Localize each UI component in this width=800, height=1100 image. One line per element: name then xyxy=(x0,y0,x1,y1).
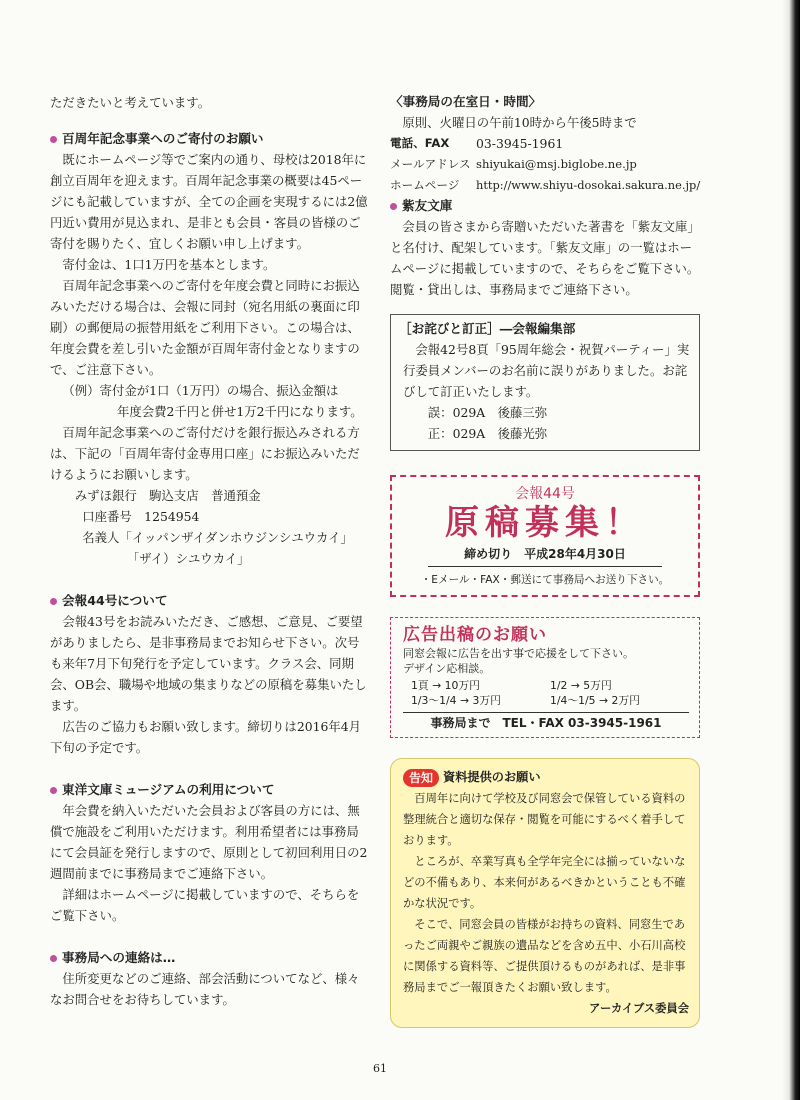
ad-price-item: 1頁 → 10万円 xyxy=(411,679,480,692)
bullet-icon xyxy=(50,955,57,962)
bank-name: みずほ銀行 駒込支店 普通預金 xyxy=(74,488,261,503)
ad-title: 広告出稿のお願い xyxy=(403,625,547,645)
left-column xyxy=(50,92,368,1010)
bulletin-p2: 広告のご協力もお願い致します。締切りは2016年4月下旬の予定です。 xyxy=(50,719,362,755)
email-label: メールアドレス xyxy=(390,157,471,171)
manuscript-call-box xyxy=(390,475,700,597)
office-hours-heading: 〈事務局の在室日・時間〉 xyxy=(390,94,542,109)
archive-notice-p2: ところが、卒業写真も全学年完全には揃っていないなどの不備もあり、本来何があるべきかということも不確かな状況です。 xyxy=(403,855,686,910)
donation-p1: 既にホームページ等でご案内の通り、母校は2018年に創立百周年を迎えます。百周年記念事業の概要は45ページにも記載していますが、全ての企画を実現するには2億円近い費用が見込まれ、是非とも会員・客員の皆様のご寄付を賜りたく、宜しくお願い申し上げます。 xyxy=(50,152,368,251)
donation-section xyxy=(50,129,368,569)
library-text: 会員の皆さまから寄贈いただいた著書を「紫友文庫」と名付け、配架しています。「紫友文庫」の一覧はホームページに掲載していますので、そちらをご覧下さい。閲覧・貸出しは、事務局までご連絡下さい。 xyxy=(390,219,700,297)
archive-notice-p1: 百周年に向けて学校及び同窓会で保管している資料の整理統合と適切な保存・閲覧を可能にするべく着手しております。 xyxy=(403,792,686,847)
right-column xyxy=(390,92,700,1028)
phone-row xyxy=(390,133,700,154)
page-edge-shadow xyxy=(782,0,800,1100)
donation-example-2: 年度会費2千円と併せ1万2千円になります。 xyxy=(116,404,363,419)
bulletin-section xyxy=(50,591,368,758)
page-number: 61 xyxy=(373,1062,387,1075)
ad-contact: 事務局まで TEL・FAX 03-3945-1961 xyxy=(403,712,689,731)
ad-price-item: 1/2 → 5万円 xyxy=(550,679,612,692)
archive-notice-signature: アーカイブス委員会 xyxy=(589,1002,689,1015)
website-label: ホームページ xyxy=(390,178,460,192)
donation-example-1: （例）寄付金が1口（1万円）の場合、振込金額は xyxy=(62,383,339,398)
office-hours-section xyxy=(390,92,700,196)
manuscript-send-methods: ・Eメール・FAX・郵送にて事務局へお送り下さい。 xyxy=(420,574,670,586)
bullet-icon xyxy=(50,136,57,143)
manuscript-deadline: 締め切り 平成28年4月30日 xyxy=(428,546,662,567)
correction-wrong: 誤：029A 後藤三弥 xyxy=(427,405,548,420)
bullet-icon xyxy=(390,203,397,210)
contact-heading: 事務局への連絡は… xyxy=(50,948,368,968)
website-link[interactable]: http://www.shiyu-dosokai.sakura.ne.jp/ xyxy=(476,178,701,192)
archive-notice-box xyxy=(390,758,700,1028)
bullet-icon xyxy=(50,787,57,794)
museum-heading: 東洋文庫ミュージアムの利用について xyxy=(50,780,368,800)
manuscript-issue: 会報44号 xyxy=(515,486,575,502)
email-link[interactable]: shiyukai@msj.biglobe.ne.jp xyxy=(476,157,637,171)
intro-text: ただきたいと考えています。 xyxy=(50,95,211,110)
ad-price-list xyxy=(411,678,689,708)
office-hours-text: 原則、火曜日の午前10時から午後5時まで xyxy=(402,115,637,130)
contact-p1: 住所変更などのご連絡、部会活動についてなど、様々なお問合せをお待ちしています。 xyxy=(50,971,360,1007)
bulletin-p1: 会報43号をお読みいただき、ご感想、ご意見、ご要望がありましたら、是非事務局までお知らせ下さい。次号も来年7月下旬発行を予定しています。クラス会、同期会、OB会、職場や地域の集まりなどの原稿を募集いたします。 xyxy=(50,614,367,713)
archive-notice-header xyxy=(403,767,689,788)
bank-account-holder: 名義人「イッパンザイダンホウジンシユウカイ」 xyxy=(82,530,353,545)
donation-p3: 百周年記念事業へのご寄付を年度会費と同時にお振込みいただける場合は、会報に同封（宛名用紙の裏面に印刷）の郵便局の振替用紙をご利用下さい。この場合は、年度会費を差し引いた金額が百周年寄付金となりますので、ご注意下さい。 xyxy=(50,278,360,377)
ad-line-1: 同窓会報に広告を出す事で応援をして下さい。 xyxy=(403,647,634,660)
notice-badge: 告知 xyxy=(403,769,439,787)
library-heading: 紫友文庫 xyxy=(390,196,700,216)
bullet-icon xyxy=(50,598,57,605)
archive-notice-title: 資料提供のお願い xyxy=(443,770,541,784)
ad-price-item: 1/4〜1/5 → 2万円 xyxy=(550,694,640,707)
correction-heading: ［お詫びと訂正］―会報編集部 xyxy=(399,321,576,336)
phone-label: 電話、FAX xyxy=(390,136,450,150)
museum-p2: 詳細はホームページに掲載していますので、そちらをご覧下さい。 xyxy=(50,887,360,923)
donation-p2: 寄付金は、1口1万円を基本とします。 xyxy=(62,257,276,272)
manuscript-title: 原稿募集！ xyxy=(445,503,645,543)
bank-account-holder-short: 「ザイ）シユウカイ」 xyxy=(126,551,250,566)
museum-p1: 年会費を納入いただいた会員および客員の方には、無償で施設をご利用いただけます。利用希望者には事務局にて会員証を発行しますので、原則として初回利用日の2週間前までに事務局までご連絡下さい。 xyxy=(50,803,368,881)
website-row xyxy=(390,175,700,196)
museum-section xyxy=(50,780,368,926)
library-section xyxy=(390,196,700,300)
phone-value: 03-3945-1961 xyxy=(476,136,564,151)
donation-p4: 百周年記念事業へのご寄付だけを銀行振込みされる方は、下記の「百周年寄付金専用口座」にお振込みいただけるようにお願いします。 xyxy=(50,425,360,482)
email-row xyxy=(390,154,700,175)
bulletin-heading: 会報44号について xyxy=(50,591,368,611)
correction-box xyxy=(390,314,700,451)
ad-price-item: 1/3〜1/4 → 3万円 xyxy=(411,694,501,707)
contact-section xyxy=(50,948,368,1010)
ad-line-2: デザイン応相談。 xyxy=(403,662,491,675)
ad-request-box xyxy=(390,617,700,738)
archive-notice-p3: そこで、同窓会員の皆様がお持ちの資料、同窓生であったご両親やご親族の遺品などを含め五中、小石川高校に関係する資料等、ご提供頂けるものがあれば、是非事務局までご一報頂きたくお願い致します。 xyxy=(403,918,686,994)
donation-heading: 百周年記念事業へのご寄付のお願い xyxy=(50,129,368,149)
bank-account-number: 口座番号 1254954 xyxy=(82,509,200,524)
correction-right: 正：029A 後藤光弥 xyxy=(427,426,548,441)
correction-text: 会報42号8頁「95周年総会・祝賀パーティー」実行委員メンバーのお名前に誤りがありました。お詫びして訂正いたします。 xyxy=(403,342,690,399)
